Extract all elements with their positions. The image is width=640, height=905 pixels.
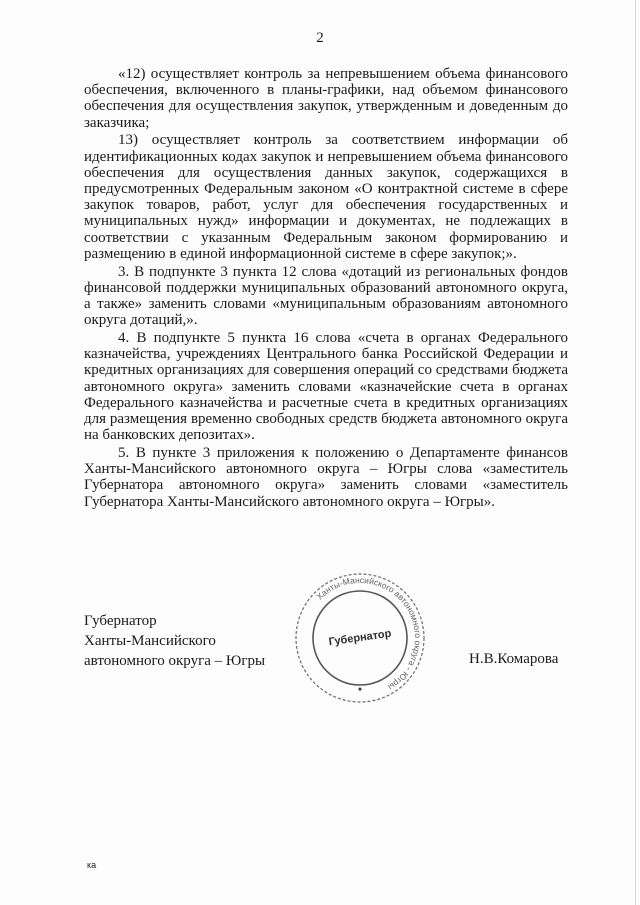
paragraph-point-5: 5. В пункте 3 приложения к положению о Департаменте финансов Ханты-Мансийского автономного округа – Югры слова «заместитель Губернатора автономного округа» заменить словами «заместитель Губернатора Ханты-Мансийского автономного округа – Югры». [84, 445, 568, 510]
signatory-position-line-3: автономного округа – Югры [84, 653, 266, 669]
scan-edge [635, 0, 636, 905]
signatory-position [84, 611, 265, 671]
seal-ring-text: Ханты-Мансийского автономного округа - Югры [314, 574, 424, 693]
paragraph-point-3: 3. В подпункте 3 пункта 12 слова «дотаций из региональных фондов финансовой поддержки муниципальных образований автономного округа, а также» заменить словами «муниципальным образованиям автономного округа дотаций,». [84, 263, 568, 329]
official-seal [290, 568, 430, 708]
signatory-position-line-2: Ханты-Мансийского [84, 633, 216, 649]
signatory-name: Н.В.Комарова [469, 651, 559, 667]
paragraph-point-4: 4. В подпункте 5 пункта 16 слова «счета в органах Федерального казначейства, учреждениях Центрального банка Российской Федерации и кредитных организациях для совершения операций со средствами бюджета автономного округа» заменить словами «казначейские счета в органах Федерального казначейства и расчетные счета в кредитных организациях для размещения временно свободных средств бюджета автономного округа на банковских депозитах». [84, 330, 568, 444]
seal-center-text: Губернатор [327, 627, 393, 649]
signatory-position-line-1: Губернатор [84, 613, 157, 629]
paragraph-item-12: «12) осуществляет контроль за непревышением объема финансового обеспечения, включенного в планы-графики, над объемом финансового обеспечения для осуществления закупок, утвержденным и доведенным до заказчика; [84, 66, 568, 131]
document-body [84, 66, 568, 511]
footer-mark: ка [87, 860, 97, 870]
seal-star-icon: ✦ [356, 685, 364, 694]
paragraph-item-13: 13) осуществляет контроль за соответствием информации об идентификационных кодах закупок и непревышением объема финансового обеспечения для осуществления данных закупок, содержащихся в предусмотренных Федеральным законом «О контрактной системе в сфере закупок товаров, работ, услуг для обеспечения государственных и муниципальных нужд» информации и документах, не подлежащих в соответствии с указанным Федеральным законом формированию и размещению в единой информационной системе в сфере закупок;». [84, 132, 568, 262]
page-number: 2 [316, 30, 324, 46]
